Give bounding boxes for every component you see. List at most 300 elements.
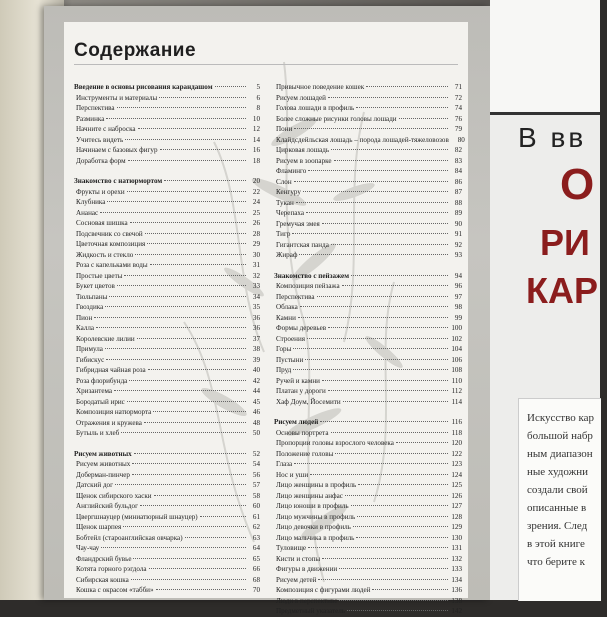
toc-section bbox=[274, 82, 465, 261]
toc-dot-leader bbox=[293, 348, 448, 349]
toc-entry-title: Пони bbox=[276, 125, 293, 133]
toc-dot-leader bbox=[147, 243, 246, 244]
toc-page-number: 116 bbox=[451, 418, 462, 426]
toc-dot-leader bbox=[101, 547, 246, 548]
toc-entry-title: Чау-чау bbox=[76, 544, 100, 552]
toc-dot-leader bbox=[310, 474, 448, 475]
toc-page-number: 125 bbox=[451, 481, 462, 489]
toc-entry-title: Камни bbox=[276, 313, 296, 322]
toc-dot-leader bbox=[131, 579, 246, 580]
toc-page-number: 60 bbox=[252, 502, 260, 510]
toc-page-number: 14 bbox=[252, 135, 260, 144]
toc-entry bbox=[274, 302, 462, 313]
toc-dot-leader bbox=[292, 233, 448, 234]
toc-dot-leader bbox=[96, 327, 246, 328]
toc-entry bbox=[74, 543, 260, 554]
toc-entry-title: Котята горного рэгдола bbox=[76, 565, 147, 573]
toc-dot-leader bbox=[358, 484, 448, 485]
toc-entry bbox=[74, 554, 260, 565]
toc-entry-title: Композиция с фигурами людей bbox=[276, 586, 371, 594]
toc-entry-title: Нос и уши bbox=[276, 470, 309, 479]
toc-entry bbox=[74, 229, 260, 240]
toc-section-heading bbox=[274, 417, 462, 428]
toc-page-number: 28 bbox=[252, 229, 260, 238]
toc-dot-leader bbox=[121, 432, 246, 433]
toc-entry-title: Роза с капельками воды bbox=[76, 261, 148, 269]
toc-entry-title: Перспектива bbox=[76, 104, 115, 112]
toc-page-number: 72 bbox=[454, 93, 462, 102]
toc-entry-title: Кенгуру bbox=[276, 188, 301, 196]
toc-entry bbox=[74, 135, 260, 146]
toc-entry bbox=[274, 438, 462, 449]
toc-entry bbox=[274, 93, 462, 104]
toc-entry bbox=[74, 365, 260, 376]
toc-page-number: 79 bbox=[454, 125, 462, 133]
toc-page-number: 57 bbox=[252, 481, 260, 489]
toc-dot-leader bbox=[351, 505, 448, 506]
toc-page-number: 80 bbox=[457, 135, 465, 144]
toc-dot-leader bbox=[335, 453, 448, 454]
toc-dot-leader bbox=[123, 526, 246, 527]
toc-dot-leader bbox=[331, 149, 448, 150]
toc-page-number: 127 bbox=[451, 502, 462, 510]
toc-dot-leader bbox=[117, 107, 246, 108]
facing-body-line: ные художни bbox=[527, 466, 588, 478]
toc-dot-leader bbox=[132, 463, 246, 464]
toc-entry bbox=[274, 124, 462, 135]
toc-entry bbox=[274, 114, 462, 125]
toc-entry-title: Голова лошади в профиль bbox=[276, 104, 355, 112]
toc-entry bbox=[274, 596, 462, 607]
toc-entry-title: Лицо женщины в профиль bbox=[276, 481, 357, 489]
toc-page-number: 42 bbox=[252, 376, 260, 385]
toc-dot-leader bbox=[106, 118, 246, 119]
toc-entry bbox=[74, 533, 260, 544]
toc-entry-title: Рисуем лошадей bbox=[276, 93, 326, 102]
toc-page-number: 37 bbox=[252, 334, 260, 343]
toc-dot-leader bbox=[372, 589, 448, 590]
toc-entry-title: Лицо юноши в профиль bbox=[276, 502, 349, 510]
toc-page-number: 130 bbox=[451, 533, 462, 542]
toc-dot-leader bbox=[215, 86, 246, 87]
toc-dot-leader bbox=[331, 432, 448, 433]
facing-title-line1: В вв bbox=[518, 122, 587, 153]
toc-page-number: 63 bbox=[252, 533, 260, 542]
toc-page-number: 123 bbox=[451, 460, 462, 468]
toc-entry-title: Хаф Доум, Йосемити bbox=[276, 397, 341, 406]
toc-page-number: 30 bbox=[252, 250, 260, 259]
toc-dot-leader bbox=[153, 411, 246, 412]
toc-page-number: 24 bbox=[252, 198, 260, 206]
toc-entry-title: Цвергшнауцер (миниатюрный шнауцер) bbox=[76, 512, 198, 521]
toc-entry bbox=[274, 376, 462, 387]
toc-dot-leader bbox=[342, 285, 448, 286]
toc-page-number: 120 bbox=[451, 439, 462, 447]
toc-dot-leader bbox=[144, 422, 246, 423]
toc-dot-leader bbox=[185, 537, 246, 538]
toc-section-heading bbox=[74, 449, 260, 460]
toc-page-number: 29 bbox=[252, 240, 260, 248]
facing-body-line: Искусство кар bbox=[527, 412, 595, 424]
toc-entry-title: Отражения и кружева bbox=[76, 418, 142, 427]
toc-entry bbox=[274, 292, 462, 303]
toc-entry-title: Глаза bbox=[276, 460, 293, 468]
toc-page-number: 31 bbox=[252, 261, 260, 269]
toc-dot-leader bbox=[366, 86, 448, 87]
toc-entry-title: Роза флорибунда bbox=[76, 376, 128, 385]
facing-title-big1: О bbox=[560, 160, 595, 209]
toc-entry bbox=[74, 397, 260, 408]
toc-page-number: 44 bbox=[252, 387, 260, 395]
toc-entry bbox=[274, 480, 462, 491]
facing-text-box bbox=[518, 398, 601, 601]
toc-entry-title: Рисуем людей bbox=[274, 418, 319, 426]
toc-page-number: 64 bbox=[252, 544, 260, 552]
toc-page-number: 132 bbox=[451, 554, 462, 563]
toc-page-number: 84 bbox=[454, 167, 462, 175]
toc-entry-title: Гибискус bbox=[76, 355, 105, 364]
toc-dot-leader bbox=[132, 474, 246, 475]
toc-dot-leader bbox=[94, 317, 246, 318]
toc-page-number: 100 bbox=[451, 324, 462, 332]
toc-page-number: 86 bbox=[454, 177, 462, 186]
toc-entry bbox=[74, 418, 260, 429]
toc-page-number: 126 bbox=[451, 491, 462, 500]
toc-page-number: 33 bbox=[252, 282, 260, 290]
toc-entry bbox=[274, 166, 462, 177]
toc-entry-title: Гремучая змея bbox=[276, 219, 320, 228]
toc-dot-leader bbox=[159, 97, 246, 98]
toc-page-number: 134 bbox=[451, 575, 462, 584]
toc-page-number: 93 bbox=[454, 251, 462, 259]
toc-dot-leader bbox=[105, 348, 246, 349]
toc-entry bbox=[74, 313, 260, 324]
toc-entry bbox=[74, 145, 260, 156]
facing-body-line: создали свой bbox=[527, 484, 588, 496]
toc-entry bbox=[274, 543, 462, 554]
toc-entry-title: Ручей и камни bbox=[276, 376, 320, 385]
toc-entry bbox=[74, 407, 260, 418]
toc-entry-title: Примула bbox=[76, 345, 103, 353]
toc-entry-title: Букет цветов bbox=[76, 282, 115, 290]
toc-entry bbox=[274, 554, 462, 565]
toc-dot-leader bbox=[303, 191, 448, 192]
toc-entry bbox=[74, 334, 260, 345]
toc-dot-leader bbox=[322, 380, 448, 381]
toc-entry bbox=[274, 449, 462, 460]
toc-entry bbox=[274, 428, 462, 439]
toc-entry-title: Композиция пейзажа bbox=[276, 282, 340, 290]
toc-page-number: 76 bbox=[454, 114, 462, 123]
toc-dot-leader bbox=[128, 160, 246, 161]
toc-entry-title: Доберман-пинчер bbox=[76, 470, 130, 479]
toc-dot-leader bbox=[331, 244, 448, 245]
toc-entry-title: Фрукты и орехи bbox=[76, 187, 125, 196]
toc-page-number: 39 bbox=[252, 355, 260, 364]
toc-entry-title: Щенок шарпея bbox=[76, 523, 122, 531]
toc-page-number: 16 bbox=[252, 146, 260, 154]
toc-entry bbox=[74, 271, 260, 282]
toc-entry bbox=[274, 522, 462, 533]
toc-dot-leader bbox=[296, 202, 448, 203]
toc-entry-title: Клубника bbox=[76, 198, 106, 206]
toc-page-number: 129 bbox=[451, 523, 462, 531]
toc-page bbox=[44, 6, 490, 615]
toc-entry bbox=[74, 302, 260, 313]
toc-section bbox=[74, 449, 260, 596]
toc-dot-leader bbox=[140, 505, 246, 506]
toc-dot-leader bbox=[127, 191, 246, 192]
toc-page-number: 97 bbox=[454, 292, 462, 301]
toc-entry bbox=[74, 344, 260, 355]
toc-entry bbox=[274, 606, 462, 617]
toc-dot-leader bbox=[294, 181, 448, 182]
toc-page-number: 12 bbox=[252, 125, 260, 133]
toc-page-number: 58 bbox=[252, 491, 260, 500]
toc-page-number: 74 bbox=[454, 104, 462, 112]
toc-page-number: 112 bbox=[451, 387, 462, 395]
toc-entry-title: Гигантская панда bbox=[276, 240, 329, 249]
toc-page-number: 136 bbox=[451, 586, 462, 594]
toc-entry-title: Тукан bbox=[276, 198, 294, 207]
toc-page-number: 128 bbox=[451, 512, 462, 521]
toc-entry-title: Доработка форм bbox=[76, 156, 126, 165]
toc-entry bbox=[274, 198, 462, 209]
toc-entry-title: Основы портрета bbox=[276, 428, 329, 437]
toc-page-number: 70 bbox=[252, 586, 260, 594]
toc-dot-leader bbox=[308, 170, 448, 171]
toc-entry-title: Датский дог bbox=[76, 481, 114, 489]
toc-entry-title: Привычное поведение кошек bbox=[276, 83, 365, 91]
toc-entry-title: Пион bbox=[76, 313, 93, 322]
toc-entry-title: Более сложные рисунки головы лошади bbox=[276, 114, 397, 123]
toc-dot-leader bbox=[127, 401, 246, 402]
toc-dot-leader bbox=[294, 128, 448, 129]
toc-page-number: 56 bbox=[252, 470, 260, 479]
facing-page-top bbox=[490, 0, 600, 112]
toc-page-number: 25 bbox=[252, 208, 260, 217]
facing-title-big2: РИ bbox=[540, 222, 590, 263]
toc-entry-title: Фламинго bbox=[276, 167, 307, 175]
toc-page-number: 108 bbox=[451, 366, 462, 374]
toc-page-number: 32 bbox=[252, 271, 260, 280]
toc-entry-title: Тигр bbox=[276, 230, 291, 238]
toc-entry-title: Перспектива bbox=[276, 292, 315, 301]
toc-entry bbox=[274, 344, 462, 355]
toc-page-number: 36 bbox=[252, 313, 260, 322]
toc-section bbox=[74, 176, 260, 439]
toc-page-number: 18 bbox=[252, 156, 260, 165]
toc-page-number: 48 bbox=[252, 418, 260, 427]
toc-entry bbox=[274, 533, 462, 544]
toc-page-number: 98 bbox=[454, 303, 462, 311]
toc-dot-leader bbox=[318, 579, 448, 580]
toc-entry bbox=[274, 334, 462, 345]
toc-entry bbox=[74, 564, 260, 575]
toc-entry-title: Знакомство с пейзажем bbox=[274, 271, 350, 280]
toc-page-number: 36 bbox=[252, 324, 260, 332]
toc-entry bbox=[74, 522, 260, 533]
toc-entry-title: Предметный указатель bbox=[276, 607, 346, 615]
facing-body-line: что берите к bbox=[527, 556, 585, 568]
toc-entry-title: Сосновая шишка bbox=[76, 219, 128, 227]
toc-entry bbox=[274, 177, 462, 188]
toc-page-number: 45 bbox=[252, 397, 260, 406]
toc-page-number: 82 bbox=[454, 146, 462, 154]
toc-right-column bbox=[274, 82, 465, 617]
toc-entry bbox=[74, 208, 260, 219]
toc-entry bbox=[74, 501, 260, 512]
toc-page-number: 87 bbox=[454, 188, 462, 196]
toc-entry-title: Введение в основы рисования карандашом bbox=[74, 83, 213, 91]
toc-dot-leader bbox=[138, 128, 246, 129]
toc-dot-leader bbox=[130, 222, 246, 223]
toc-entry-title: Положение головы bbox=[276, 449, 334, 458]
toc-entry bbox=[274, 156, 462, 167]
toc-entry bbox=[274, 501, 462, 512]
toc-left-column bbox=[74, 82, 260, 596]
toc-entry bbox=[274, 135, 465, 146]
facing-body-line: зрения. След bbox=[527, 520, 588, 532]
toc-dot-leader bbox=[298, 317, 448, 318]
toc-entry bbox=[274, 355, 462, 366]
toc-entry-title: Формы деревьев bbox=[276, 324, 327, 332]
toc-entry-title: Кошка с окрасом «табби» bbox=[76, 586, 154, 594]
toc-entry bbox=[274, 208, 462, 219]
toc-entry-title: Пруд bbox=[276, 366, 292, 374]
toc-entry-title: Учитесь видеть bbox=[76, 135, 124, 144]
toc-dot-leader bbox=[117, 285, 246, 286]
toc-entry-title: Жираф bbox=[276, 251, 298, 259]
toc-section-heading bbox=[274, 271, 462, 282]
toc-page-number: 83 bbox=[454, 156, 462, 165]
toc-dot-leader bbox=[149, 568, 246, 569]
toc-entry-title: Инструменты и материалы bbox=[76, 93, 158, 102]
toc-entry-title: Калла bbox=[76, 324, 95, 332]
toc-entry bbox=[274, 229, 462, 240]
toc-page-number: 5 bbox=[256, 83, 260, 91]
toc-page-number: 91 bbox=[454, 230, 462, 238]
toc-entry bbox=[74, 323, 260, 334]
toc-entry bbox=[274, 365, 462, 376]
toc-page-number: 99 bbox=[454, 313, 462, 322]
toc-dot-leader bbox=[114, 390, 246, 391]
toc-page-number: 88 bbox=[454, 198, 462, 207]
toc-dot-leader bbox=[328, 97, 448, 98]
toc-dot-leader bbox=[356, 537, 448, 538]
facing-title-big3: КАР bbox=[526, 270, 598, 311]
facing-page-rule bbox=[490, 112, 600, 115]
toc-page-number: 133 bbox=[451, 565, 462, 573]
toc-page-number: 142 bbox=[451, 607, 462, 615]
toc-page-number: 20 bbox=[252, 177, 260, 185]
toc-entry-title: Лицо женщины анфас bbox=[276, 491, 343, 500]
toc-entry-title: Лицо девочки в профиль bbox=[276, 523, 351, 531]
toc-entry-title: Фигуры в движении bbox=[276, 565, 338, 573]
toc-entry-title: Люди в перспективе bbox=[276, 596, 338, 605]
toc-entry-title: Платан у дороги bbox=[276, 387, 326, 395]
toc-entry-title: Ананас bbox=[76, 208, 99, 217]
toc-page-number: 71 bbox=[454, 83, 462, 91]
toc-dot-leader bbox=[356, 107, 448, 108]
toc-dot-leader bbox=[343, 401, 448, 402]
toc-entry bbox=[74, 239, 260, 250]
toc-entry bbox=[74, 292, 260, 303]
toc-page-number: 52 bbox=[252, 449, 260, 458]
toc-dot-leader bbox=[306, 212, 448, 213]
toc-dot-leader bbox=[200, 516, 246, 517]
toc-entry bbox=[274, 575, 462, 586]
toc-dot-leader bbox=[347, 610, 448, 611]
toc-entry-title: Хризантема bbox=[76, 387, 113, 395]
toc-entry-title: Черепаха bbox=[276, 209, 305, 217]
toc-dot-leader bbox=[100, 212, 246, 213]
toc-entry-title: Гибридная чайная роза bbox=[76, 366, 146, 374]
toc-entry bbox=[74, 386, 260, 397]
toc-entry-title: Горы bbox=[276, 345, 292, 353]
toc-page-number: 22 bbox=[252, 187, 260, 196]
toc-page-number: 8 bbox=[256, 104, 260, 112]
toc-entry-title: Сибирская кошка bbox=[76, 575, 129, 584]
toc-dot-leader bbox=[307, 338, 448, 339]
toc-entry bbox=[274, 281, 462, 292]
toc-entry bbox=[74, 575, 260, 586]
toc-entry bbox=[274, 187, 462, 198]
toc-dot-leader bbox=[353, 526, 448, 527]
toc-entry-title: Слон bbox=[276, 177, 292, 186]
toc-dot-leader bbox=[322, 558, 448, 559]
toc-entry bbox=[274, 564, 462, 575]
toc-dot-leader bbox=[328, 390, 448, 391]
toc-entry bbox=[274, 397, 462, 408]
toc-section bbox=[274, 417, 462, 617]
toc-entry bbox=[274, 470, 462, 481]
toc-page-number: 6 bbox=[256, 93, 260, 102]
toc-dot-leader bbox=[137, 338, 246, 339]
toc-entry bbox=[74, 428, 260, 439]
toc-page-number: 106 bbox=[451, 355, 462, 364]
facing-body-line: ным диапазон bbox=[527, 448, 593, 460]
toc-dot-leader bbox=[339, 568, 448, 569]
toc-page-number: 96 bbox=[454, 282, 462, 290]
toc-entry-title: Гвоздика bbox=[76, 303, 104, 311]
toc-entry bbox=[274, 491, 462, 502]
toc-page-number: 61 bbox=[252, 512, 260, 521]
toc-entry bbox=[74, 459, 260, 470]
toc-entry bbox=[74, 491, 260, 502]
toc-dot-leader bbox=[299, 254, 448, 255]
toc-entry bbox=[74, 376, 260, 387]
toc-dot-leader bbox=[164, 180, 246, 181]
toc-page-number: 10 bbox=[252, 114, 260, 123]
toc-dot-leader bbox=[396, 442, 448, 443]
toc-entry-title: Щенок сибирского хаски bbox=[76, 491, 152, 500]
toc-entry-title: Королевские лилии bbox=[76, 334, 135, 343]
toc-section bbox=[274, 271, 462, 408]
toc-page-number: 102 bbox=[451, 334, 462, 343]
toc-entry-title: Фландрский бувье bbox=[76, 554, 132, 563]
toc-entry bbox=[74, 260, 260, 271]
toc-dot-leader bbox=[339, 600, 448, 601]
toc-page-number: 65 bbox=[252, 554, 260, 563]
toc-page-number: 35 bbox=[252, 303, 260, 311]
toc-entry bbox=[74, 480, 260, 491]
toc-entry bbox=[74, 124, 260, 135]
toc-entry bbox=[74, 103, 260, 114]
toc-dot-leader bbox=[125, 139, 246, 140]
toc-entry-title: Рисуем животных bbox=[76, 460, 131, 468]
facing-body-line: большой набр bbox=[527, 430, 593, 442]
